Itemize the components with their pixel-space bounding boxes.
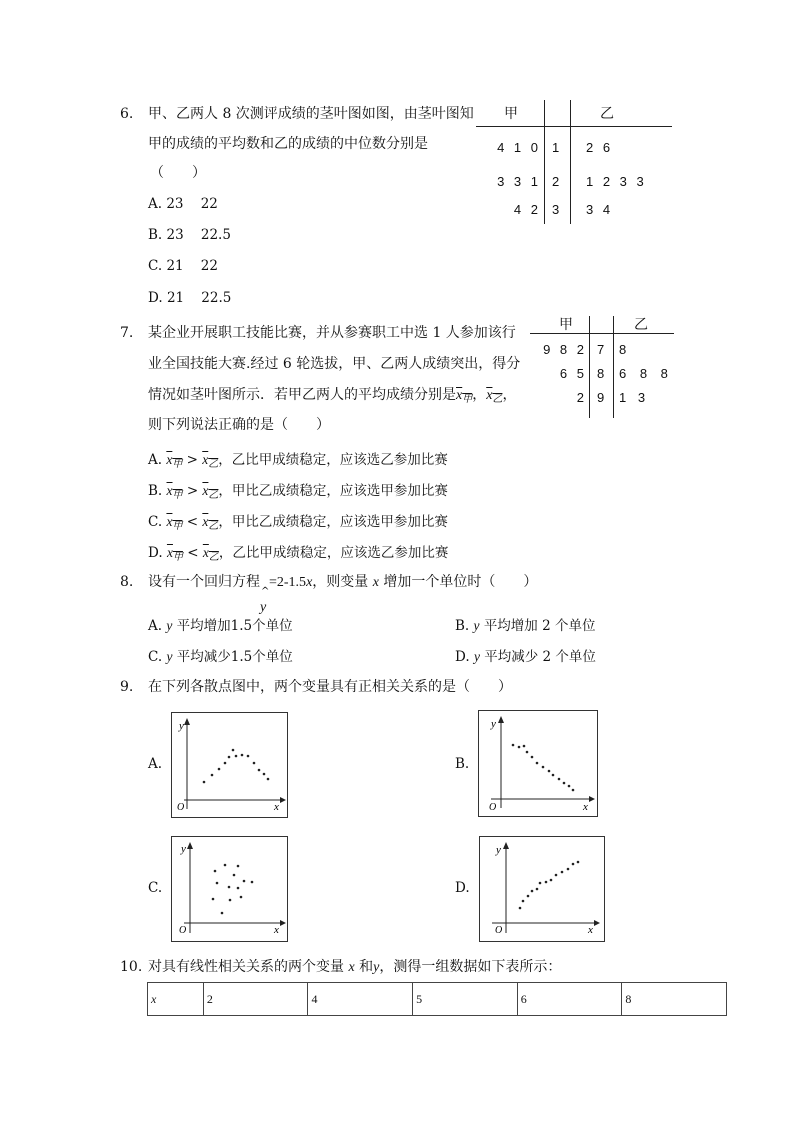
data-point	[237, 887, 240, 890]
axis-x-label: x	[274, 801, 279, 813]
q6-line1: 甲、乙两人 8 次测评成绩的茎叶图如图，由茎叶图知	[148, 106, 474, 122]
data-point	[221, 912, 224, 915]
data-point	[224, 762, 227, 765]
data-point	[568, 785, 571, 788]
data-point	[542, 766, 545, 769]
data-point	[218, 768, 221, 771]
data-point	[523, 745, 526, 748]
q7-line1: 某企业开展职工技能比赛，并从参赛职工中选 1 人参加该行	[148, 325, 516, 341]
q9-option-c-label: C.	[148, 880, 163, 896]
leaf-right: 2 6	[586, 140, 611, 155]
scatter-plot-b-svg	[479, 711, 597, 816]
data-point	[550, 879, 553, 882]
q8-number: 8.	[120, 574, 134, 590]
q7-option-a: A. $x_甲 > x_乙$，乙比甲成绩稳定，应该选乙参加比赛	[148, 452, 448, 470]
data-point	[563, 782, 566, 785]
table-cell: 2	[203, 983, 308, 1016]
scatter-plot-b	[478, 710, 598, 817]
leaf-right: 3 4	[586, 202, 611, 217]
data-point	[216, 882, 219, 885]
q8-option-d: D. y 平均减少 2 个单位	[455, 649, 596, 665]
stem-leaf-left-divider	[544, 100, 545, 224]
q9-text: 在下列各散点图中，两个变量具有正相关关系的是（ ）	[148, 679, 512, 695]
data-point	[251, 881, 254, 884]
data-point	[536, 888, 539, 891]
data-point	[212, 898, 215, 901]
origin-label: O	[495, 925, 503, 936]
scatter-plot-d-svg	[480, 837, 604, 941]
data-point	[545, 881, 548, 884]
data-point	[235, 755, 238, 758]
origin-label: O	[179, 925, 187, 936]
data-point	[233, 874, 236, 877]
data-point	[527, 895, 530, 898]
q10-number: 10.	[120, 959, 143, 975]
axis-y-label: y	[496, 844, 501, 856]
q7-option-d: D. $x_甲 < x_乙$，乙比甲成绩稳定，应该选乙参加比赛	[148, 545, 449, 563]
data-point	[522, 900, 525, 903]
data-point	[258, 769, 261, 772]
q10-data-table	[147, 982, 727, 1016]
data-point	[228, 756, 231, 759]
table-cell: 8	[622, 983, 727, 1016]
q6-line2: 甲的成绩的平均数和乙的成绩的中位数分别是	[148, 136, 428, 152]
data-point	[552, 774, 555, 777]
q7-option-c: C. $x_甲 < x_乙$，甲比乙成绩稳定，应该选甲参加比赛	[148, 514, 448, 532]
q6-answer-blank: （ ）	[150, 165, 206, 181]
q7-line3: 情况如茎叶图所示．若甲乙两人的平均成绩分别是$x_甲$，$x_乙$，	[148, 387, 517, 405]
leaf-left: 3 3 1	[497, 174, 538, 189]
q7-number: 7.	[120, 325, 134, 341]
mean-yi: $x_乙$	[486, 388, 503, 405]
stem: 3	[552, 202, 560, 217]
data-point	[531, 756, 534, 759]
table-cell: x	[148, 983, 204, 1016]
y-axis-arrow	[184, 718, 190, 725]
stem-leaf-right-divider	[570, 100, 571, 224]
data-point	[232, 749, 235, 752]
q6-number: 6.	[120, 106, 134, 122]
stem-leaf-header-rule	[530, 333, 674, 334]
data-point	[531, 890, 534, 893]
q9-option-b-label: B.	[455, 756, 470, 772]
scatter-plot-a	[171, 712, 288, 818]
q7-stem-leaf-plot	[530, 316, 674, 418]
q9-option-a-label: A.	[148, 756, 163, 772]
q10-text: 对具有线性相关关系的两个变量 x 和y，测得一组数据如下表所示：	[148, 959, 562, 975]
q6-option-c: C. 21 22	[148, 258, 218, 274]
stem-leaf-right-header: 乙	[600, 106, 614, 122]
q7-line2: 业全国技能大赛.经过 6 轮选拔，甲、乙两人成绩突出，得分	[148, 356, 521, 372]
origin-label: O	[177, 802, 185, 813]
q7-line4: 则下列说法正确的是（ ）	[148, 417, 330, 433]
data-point	[567, 868, 570, 871]
stem: 1	[552, 140, 560, 155]
data-point	[558, 778, 561, 781]
q9-number: 9.	[120, 679, 134, 695]
q7-option-b: B. $x_甲 > x_乙$，甲比乙成绩稳定，应该选甲参加比赛	[148, 483, 448, 501]
stem-leaf-right-header: 乙	[634, 317, 648, 333]
stem: 2	[552, 174, 560, 189]
axis-y-label: y	[491, 718, 496, 730]
stem-leaf-header-rule	[476, 126, 672, 127]
x-axis-arrow	[280, 920, 286, 926]
data-point	[241, 754, 244, 757]
table-cell: 5	[413, 983, 518, 1016]
origin-label: O	[489, 802, 497, 813]
q6-option-b: B. 23 22.5	[148, 227, 231, 243]
q8-option-b: B. y 平均增加 2 个单位	[455, 618, 596, 634]
axis-y-label: y	[179, 720, 184, 732]
x-axis-arrow	[589, 796, 595, 802]
stem-leaf-right-divider	[613, 316, 614, 418]
q8-option-a: A. y 平均增加1.5个单位	[148, 618, 293, 634]
x-axis-arrow	[280, 797, 286, 803]
leaf-right: 1 2 3 3	[586, 174, 644, 189]
data-point	[240, 896, 243, 899]
leaf-left: 2	[576, 390, 584, 405]
leaf-left: 4 2	[513, 202, 538, 217]
y-axis-arrow	[503, 842, 509, 849]
y-axis-arrow	[187, 842, 193, 849]
table-cell: 4	[308, 983, 413, 1016]
data-point	[518, 746, 521, 749]
stem: 9	[597, 390, 605, 405]
data-point	[539, 882, 542, 885]
leaf-right: 1 3	[619, 390, 646, 405]
data-point	[211, 774, 214, 777]
q6-stem-leaf-plot	[476, 100, 672, 224]
data-point	[214, 870, 217, 873]
data-point	[536, 762, 539, 765]
axis-x-label: x	[274, 924, 279, 936]
data-point	[267, 778, 270, 781]
leaf-right: 6 8 8	[619, 366, 668, 381]
data-point	[263, 773, 266, 776]
leaf-left: 4 1 0	[497, 140, 538, 155]
x-axis-arrow	[594, 920, 600, 926]
stem-leaf-left-header: 甲	[504, 106, 518, 122]
mean-jia: $x_甲$	[456, 388, 473, 405]
q6-option-a: A. 23 22	[148, 196, 218, 212]
data-point	[572, 863, 575, 866]
stem-leaf-left-divider	[589, 316, 590, 418]
data-point	[577, 861, 580, 864]
q8-option-c: C. y 平均减少1.5个单位	[148, 649, 293, 665]
y-axis-arrow	[498, 716, 504, 723]
data-point	[224, 864, 227, 867]
stem: 7	[597, 342, 605, 357]
data-point	[237, 865, 240, 868]
scatter-plot-d	[479, 836, 605, 942]
data-point	[526, 751, 529, 754]
data-point	[555, 874, 558, 877]
q6-option-d: D. 21 22.5	[148, 290, 232, 306]
data-point	[229, 899, 232, 902]
data-point	[247, 755, 250, 758]
q8-stem: 设有一个回归方程 ^ y =2-1.5x，则变量 x 增加一个单位时（ ）	[148, 574, 538, 615]
data-point	[228, 886, 231, 889]
scatter-plot-c	[171, 836, 288, 942]
leaf-left: 9 8 2	[543, 342, 584, 357]
stem: 8	[597, 366, 605, 381]
stem-leaf-left-header: 甲	[559, 317, 573, 333]
leaf-right: 8	[619, 342, 627, 357]
data-point	[561, 871, 564, 874]
data-point	[512, 744, 515, 747]
leaf-left: 6 5	[559, 366, 584, 381]
data-point	[519, 907, 522, 910]
axis-y-label: y	[181, 843, 186, 855]
data-point	[243, 880, 246, 883]
data-point	[253, 762, 256, 765]
axis-x-label: x	[588, 924, 593, 936]
data-point	[203, 781, 206, 784]
table-row	[148, 983, 727, 1016]
scatter-plot-a-svg	[172, 713, 287, 817]
axis-x-label: x	[583, 801, 588, 813]
table-cell: 6	[517, 983, 622, 1016]
scatter-plot-c-svg	[172, 837, 287, 941]
data-point	[548, 770, 551, 773]
q9-option-d-label: D.	[455, 880, 470, 896]
data-point	[572, 789, 575, 792]
